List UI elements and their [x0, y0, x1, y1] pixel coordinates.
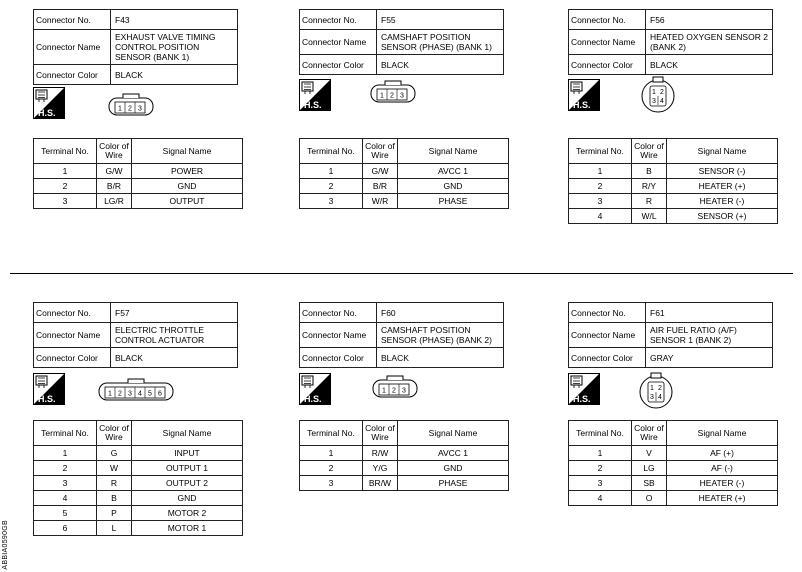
terminal-no: 2 — [34, 461, 97, 476]
terminal-row — [34, 164, 243, 179]
wire-color: B — [97, 491, 132, 506]
terminal-no: 1 — [569, 164, 632, 179]
pin-label: 1 — [108, 390, 112, 398]
signal-name: PHASE — [398, 194, 509, 209]
connector-no-label: Connector No. — [34, 303, 111, 323]
terminal-row — [34, 491, 243, 506]
signal-name: GND — [398, 179, 509, 194]
wire-color: B — [632, 164, 667, 179]
pin-label: 1 — [118, 105, 122, 113]
signal-name-header: Signal Name — [132, 139, 243, 164]
wire-color-header-line1: Color of — [634, 423, 664, 433]
wire-color: R/W — [363, 446, 398, 461]
wire-color-header-line1: Color of — [365, 141, 395, 151]
wire-color-header-line1: Color of — [99, 141, 129, 151]
terminal-no: 6 — [34, 521, 97, 536]
signal-name: AF (-) — [667, 461, 778, 476]
pin-label: 6 — [158, 390, 162, 398]
signal-name: OUTPUT 2 — [132, 476, 243, 491]
signal-name: INPUT — [132, 446, 243, 461]
connector-info-table — [299, 9, 504, 75]
terminal-no-header: Terminal No. — [34, 421, 97, 446]
wire-color: LG/R — [97, 194, 132, 209]
hs-label: H.S. — [573, 394, 591, 404]
wire-color: W — [97, 461, 132, 476]
terminal-no: 2 — [569, 179, 632, 194]
terminal-row — [300, 476, 509, 491]
connector-name-label: Connector Name — [34, 30, 111, 65]
terminal-row — [34, 521, 243, 536]
connector-face-icon — [640, 76, 676, 114]
connector-name-value: CAMSHAFT POSITION SENSOR (PHASE) (BANK 2) — [377, 323, 504, 348]
terminal-row — [569, 194, 778, 209]
terminal-table-header — [34, 421, 243, 446]
connector-color-label: Connector Color — [569, 55, 646, 75]
hs-label: H.S. — [38, 394, 56, 404]
connector-face-icon — [108, 93, 154, 117]
hs-harness-side-icon — [33, 373, 65, 405]
terminal-row — [34, 179, 243, 194]
connector-name-value: AIR FUEL RATIO (A/F) SENSOR 1 (BANK 2) — [646, 323, 773, 348]
terminal-no: 5 — [34, 506, 97, 521]
hs-harness-side-icon — [568, 79, 600, 111]
connector-no-value: F56 — [646, 10, 773, 30]
connector-no-value: F60 — [377, 303, 504, 323]
wire-color: O — [632, 491, 667, 506]
wire-color-header-line1: Color of — [99, 423, 129, 433]
signal-name: MOTOR 2 — [132, 506, 243, 521]
wire-color: W/R — [363, 194, 398, 209]
signal-name: SENSOR (+) — [667, 209, 778, 224]
connector-name-value: ELECTRIC THROTTLE CONTROL ACTUATOR — [111, 323, 238, 348]
terminal-row — [34, 506, 243, 521]
pin-label: 1 — [652, 89, 656, 96]
terminal-table — [299, 420, 509, 491]
connector-info-table — [33, 302, 238, 368]
wire-color-header — [363, 139, 398, 164]
pin-label: 3 — [138, 105, 142, 113]
terminal-row — [569, 476, 778, 491]
terminal-no: 4 — [569, 209, 632, 224]
connector-name-value: HEATED OXYGEN SENSOR 2 (BANK 2) — [646, 30, 773, 55]
terminal-table-header — [569, 139, 778, 164]
signal-name: HEATER (+) — [667, 491, 778, 506]
connector-color-label: Connector Color — [569, 348, 646, 368]
terminal-row — [569, 164, 778, 179]
terminal-no: 2 — [300, 179, 363, 194]
terminal-no-header: Terminal No. — [300, 139, 363, 164]
terminal-no: 3 — [569, 476, 632, 491]
hs-label: H.S. — [304, 394, 322, 404]
terminal-no-header: Terminal No. — [569, 421, 632, 446]
connector-info-table — [568, 9, 773, 75]
terminal-row — [569, 446, 778, 461]
wire-color-header-line1: Color of — [634, 141, 664, 151]
terminal-no: 1 — [300, 164, 363, 179]
connector-no-value: F55 — [377, 10, 504, 30]
pin-label: 1 — [380, 92, 384, 100]
signal-name-header: Signal Name — [667, 421, 778, 446]
terminal-row — [34, 461, 243, 476]
wire-color: B/R — [97, 179, 132, 194]
terminal-no: 3 — [569, 194, 632, 209]
connector-no-label: Connector No. — [300, 10, 377, 30]
connector-no-label: Connector No. — [300, 303, 377, 323]
wire-color: G/W — [363, 164, 398, 179]
hs-harness-side-icon — [33, 87, 65, 119]
pin-label: 2 — [392, 387, 396, 395]
signal-name-header: Signal Name — [398, 139, 509, 164]
terminal-no-header: Terminal No. — [300, 421, 363, 446]
connector-info-table — [33, 9, 238, 85]
connector-no-value: F61 — [646, 303, 773, 323]
wire-color-header — [97, 421, 132, 446]
wire-color-header — [97, 139, 132, 164]
connector-color-label: Connector Color — [300, 55, 377, 75]
signal-name-header: Signal Name — [132, 421, 243, 446]
pin-label: 3 — [128, 390, 132, 398]
terminal-no: 1 — [34, 164, 97, 179]
hs-harness-side-icon — [568, 373, 600, 405]
signal-name: SENSOR (-) — [667, 164, 778, 179]
wire-color-header — [632, 139, 667, 164]
hs-label: H.S. — [304, 100, 322, 110]
pin-label: 2 — [660, 89, 664, 96]
signal-name: HEATER (-) — [667, 476, 778, 491]
pin-label: 4 — [138, 390, 142, 398]
pin-label: 3 — [650, 394, 654, 401]
terminal-no-header: Terminal No. — [34, 139, 97, 164]
signal-name: HEATER (-) — [667, 194, 778, 209]
pin-label: 5 — [148, 390, 152, 398]
connector-color-label: Connector Color — [34, 348, 111, 368]
connector-info-table — [299, 302, 504, 368]
signal-name: AVCC 1 — [398, 446, 509, 461]
hs-harness-side-icon — [299, 79, 331, 111]
wire-color: P — [97, 506, 132, 521]
signal-name-header: Signal Name — [398, 421, 509, 446]
terminal-no-header: Terminal No. — [569, 139, 632, 164]
terminal-row — [569, 491, 778, 506]
terminal-row — [569, 209, 778, 224]
wire-color: LG — [632, 461, 667, 476]
terminal-row — [300, 164, 509, 179]
wire-color: L — [97, 521, 132, 536]
connector-face-icon — [372, 375, 418, 399]
hs-label: H.S. — [38, 108, 56, 118]
pin-label: 3 — [402, 387, 406, 395]
wire-color: SB — [632, 476, 667, 491]
connector-no-label: Connector No. — [34, 10, 111, 30]
signal-name: GND — [132, 179, 243, 194]
wire-color: V — [632, 446, 667, 461]
terminal-table-header — [300, 421, 509, 446]
terminal-row — [300, 461, 509, 476]
connector-name-label: Connector Name — [300, 323, 377, 348]
connector-no-label: Connector No. — [569, 303, 646, 323]
pin-label: 1 — [382, 387, 386, 395]
signal-name: POWER — [132, 164, 243, 179]
terminal-no: 3 — [300, 194, 363, 209]
terminal-row — [300, 179, 509, 194]
signal-name: AVCC 1 — [398, 164, 509, 179]
connector-no-value: F57 — [111, 303, 238, 323]
terminal-row — [34, 476, 243, 491]
connector-face-icon — [370, 80, 416, 104]
wire-color-header — [632, 421, 667, 446]
terminal-row — [569, 179, 778, 194]
wire-color-header-line2: Wire — [640, 150, 658, 160]
wire-color: R/Y — [632, 179, 667, 194]
connector-color-value: BLACK — [377, 348, 504, 368]
terminal-table-header — [300, 139, 509, 164]
wire-color: BR/W — [363, 476, 398, 491]
terminal-row — [300, 446, 509, 461]
section-divider — [10, 273, 793, 274]
wire-color: G/W — [97, 164, 132, 179]
pin-label: 2 — [658, 385, 662, 392]
pin-label: 1 — [650, 385, 654, 392]
pin-label: 4 — [660, 98, 664, 105]
terminal-no: 3 — [34, 194, 97, 209]
terminal-no: 1 — [569, 446, 632, 461]
signal-name: AF (+) — [667, 446, 778, 461]
wire-color-header-line2: Wire — [105, 150, 123, 160]
signal-name: GND — [132, 491, 243, 506]
connector-name-value: CAMSHAFT POSITION SENSOR (PHASE) (BANK 1) — [377, 30, 504, 55]
connector-color-value: GRAY — [646, 348, 773, 368]
signal-name: HEATER (+) — [667, 179, 778, 194]
pin-label: 2 — [118, 390, 122, 398]
terminal-no: 1 — [34, 446, 97, 461]
connector-face-icon — [638, 372, 674, 410]
pin-label: 4 — [658, 394, 662, 401]
wire-color-header-line2: Wire — [371, 150, 389, 160]
wire-color-header-line2: Wire — [371, 432, 389, 442]
wire-color: G — [97, 446, 132, 461]
connector-color-value: BLACK — [377, 55, 504, 75]
wire-color-header — [363, 421, 398, 446]
terminal-row — [300, 194, 509, 209]
pin-label: 3 — [652, 98, 656, 105]
wire-color: R — [632, 194, 667, 209]
connector-color-label: Connector Color — [34, 65, 111, 85]
wire-color: B/R — [363, 179, 398, 194]
terminal-table — [299, 138, 509, 209]
connector-name-label: Connector Name — [300, 30, 377, 55]
connector-color-value: BLACK — [111, 348, 238, 368]
connector-name-label: Connector Name — [569, 30, 646, 55]
connector-no-label: Connector No. — [569, 10, 646, 30]
terminal-no: 2 — [300, 461, 363, 476]
connector-color-label: Connector Color — [300, 348, 377, 368]
hs-harness-side-icon — [299, 373, 331, 405]
signal-name: OUTPUT 1 — [132, 461, 243, 476]
wire-color-header-line2: Wire — [640, 432, 658, 442]
signal-name: PHASE — [398, 476, 509, 491]
terminal-table-header — [34, 139, 243, 164]
connector-color-value: BLACK — [111, 65, 238, 85]
wire-color: Y/G — [363, 461, 398, 476]
connector-no-value: F43 — [111, 10, 238, 30]
terminal-no: 4 — [569, 491, 632, 506]
terminal-row — [569, 461, 778, 476]
terminal-no: 3 — [34, 476, 97, 491]
terminal-table — [568, 420, 778, 506]
signal-name: MOTOR 1 — [132, 521, 243, 536]
connector-info-table — [568, 302, 773, 368]
terminal-table-header — [569, 421, 778, 446]
figure-code: ABBIA0590GB — [2, 520, 9, 570]
wire-color-header-line1: Color of — [365, 423, 395, 433]
connector-name-label: Connector Name — [569, 323, 646, 348]
terminal-table — [33, 420, 243, 536]
hs-label: H.S. — [573, 100, 591, 110]
signal-name: OUTPUT — [132, 194, 243, 209]
terminal-no: 4 — [34, 491, 97, 506]
connector-color-value: BLACK — [646, 55, 773, 75]
terminal-no: 2 — [569, 461, 632, 476]
wire-color: W/L — [632, 209, 667, 224]
signal-name-header: Signal Name — [667, 139, 778, 164]
terminal-table — [568, 138, 778, 224]
terminal-table — [33, 138, 243, 209]
terminal-row — [34, 194, 243, 209]
wire-color: R — [97, 476, 132, 491]
connector-name-value: EXHAUST VALVE TIMING CONTROL POSITION SENSOR (BANK 1) — [111, 30, 238, 65]
signal-name: GND — [398, 461, 509, 476]
wire-color-header-line2: Wire — [105, 432, 123, 442]
connector-name-label: Connector Name — [34, 323, 111, 348]
terminal-no: 3 — [300, 476, 363, 491]
pin-label: 2 — [390, 92, 394, 100]
connector-face-icon — [98, 378, 174, 402]
terminal-no: 1 — [300, 446, 363, 461]
pin-label: 2 — [128, 105, 132, 113]
pin-label: 3 — [400, 92, 404, 100]
terminal-no: 2 — [34, 179, 97, 194]
terminal-row — [34, 446, 243, 461]
